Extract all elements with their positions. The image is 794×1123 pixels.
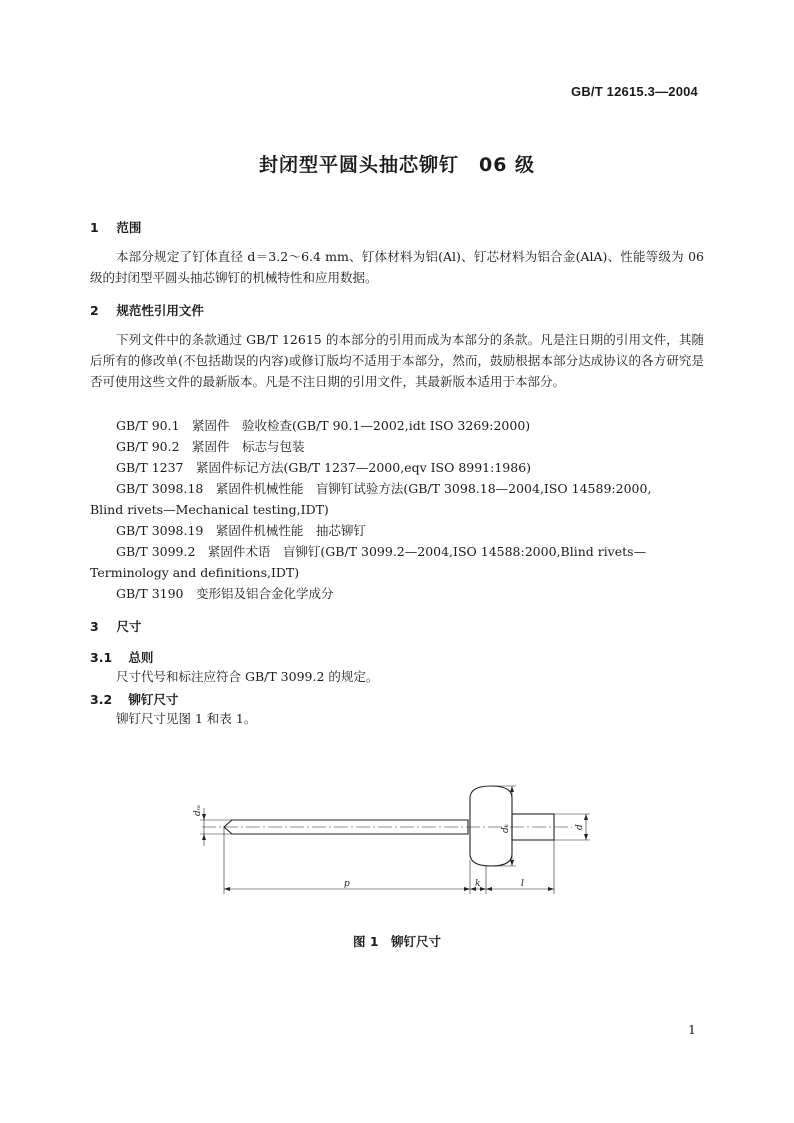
section-1-body: 本部分规定了钉体直径 d＝3.2～6.4 mm、钉体材料为铝(Al)、钉芯材料为铝合金(AlA)、性能等级为 06 级的封闭型平圆头抽芯铆钉的机械特性和应用数据。 (90, 249, 704, 285)
standard-code: GB/T 12615.3—2004 (571, 84, 698, 99)
reference-item-continued: Terminology and definitions,IDT) (90, 565, 300, 580)
dk-label: dₖ (501, 823, 511, 833)
reference-item: GB/T 90.2 紧固件 标志与包装 (116, 439, 305, 454)
section-3-1-heading (90, 648, 153, 666)
section-1-heading (90, 218, 141, 236)
reference-item-continued: Blind rivets—Mechanical testing,IDT) (90, 502, 329, 517)
page-number: 1 (688, 1022, 696, 1037)
section-3-1-body: 尺寸代号和标注应符合 GB/T 3099.2 的规定。 (116, 669, 379, 684)
section-3-heading (90, 617, 141, 635)
reference-item: GB/T 3098.19 紧固件机械性能 抽芯铆钉 (116, 523, 366, 538)
rivet-dimension-drawing (180, 780, 600, 900)
section-title: 范围 (116, 220, 142, 235)
section-title: 总则 (128, 650, 154, 665)
reference-item: GB/T 90.1 紧固件 验收检查(GB/T 90.1—2002,idt ISO 3269:2000) (116, 418, 531, 433)
dm-label: dₘ (193, 804, 203, 816)
reference-item: GB/T 3190 变形铝及铝合金化学成分 (116, 586, 334, 601)
section-number: 1 (90, 220, 99, 235)
section-number: 2 (90, 303, 99, 318)
section-number: 3 (90, 619, 99, 634)
section-title: 规范性引用文件 (116, 303, 204, 318)
section-title: 铆钉尺寸 (128, 692, 179, 707)
section-2-body: 下列文件中的条款通过 GB/T 12615 的本部分的引用而成为本部分的条款。凡是注日期的引用文件，其随后所有的修改单(不包括勘误的内容)或修订版均不适用于本部分，然而，鼓励根据本部分达成协议的各方研究是否可使用这些文件的最新版本。凡是不注日期的引用文件，其最新版本适用于本部分。 (90, 332, 704, 389)
document-title: 封闭型平圆头抽芯铆钉 06 级 (258, 154, 536, 176)
section-3-2-heading (90, 690, 178, 708)
section-title: 尺寸 (116, 619, 142, 634)
k-label: k (475, 879, 481, 889)
d-label: d (575, 824, 585, 830)
l-label: l (521, 879, 524, 889)
section-number: 3.2 (90, 692, 113, 707)
reference-item: GB/T 3098.18 紧固件机械性能 盲铆钉试验方法(GB/T 3098.18—2004,ISO 14589:2000, (116, 481, 652, 496)
reference-item: GB/T 1237 紧固件标记方法(GB/T 1237—2000,eqv ISO 8991:1986) (116, 460, 532, 475)
section-2-heading (90, 301, 204, 319)
reference-item: GB/T 3099.2 紧固件术语 盲铆钉(GB/T 3099.2—2004,ISO 14588:2000,Blind rivets— (116, 544, 647, 559)
section-3-2-body: 铆钉尺寸见图 1 和表 1。 (116, 711, 257, 726)
section-number: 3.1 (90, 650, 113, 665)
p-label: p (344, 879, 350, 889)
figure-caption: 图 1 铆钉尺寸 (352, 934, 442, 949)
